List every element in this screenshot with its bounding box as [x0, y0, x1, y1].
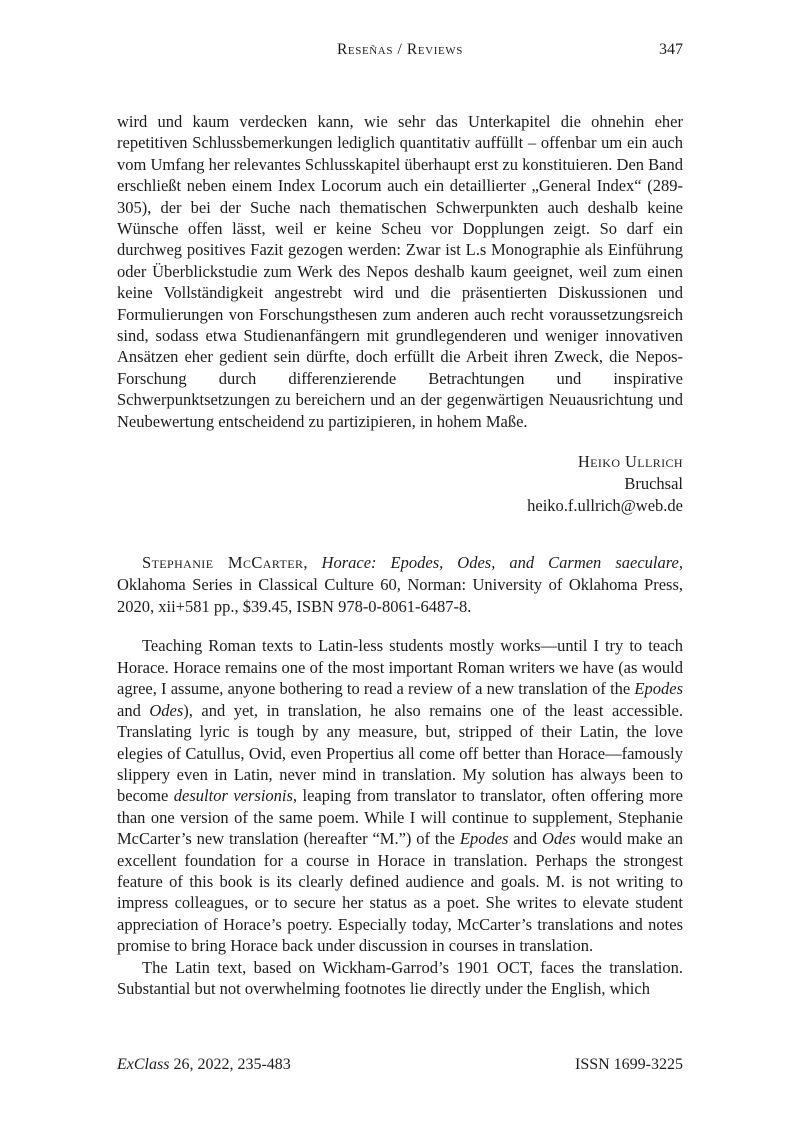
- review-body: [117, 635, 683, 999]
- german-review-closing-paragraph: wird und kaum verdecken kann, wie sehr das Unterkapitel die ohnehin eher repetitiven Schlussbemerkungen lediglich quantitativ auffüllt – offenbar um ein auch vom Umfang her relevantes Schlusskapitel überhaupt erst zu konstituieren. Den Band erschließt neben einem Index Locorum auch ein detaillierter „General Index“ (289-305), der bei der Suche nach thematischen Schwerpunkten auch deshalb keine Wünsche offen lässt, weil er keine Scheu vor Dopplungen zeigt. So darf ein durchweg positives Fazit gezogen werden: Zwar ist L.s Monographie als Einführung oder Überblickstudie zum Werk des Nepos deshalb kaum geeignet, weil zum einen keine Vollständigkeit angestrebt wird und die präsentierten Diskussionen und Formulierungen von Forschungsthesen zum anderen auch recht voraussetzungsreich sind, sodass etwa Studienanfängern mit grundlegenderen und weniger innovativen Ansätzen eher gedient sein dürfte, doch erfüllt die Arbeit ihren Zweck, die Nepos-Forschung durch differenzierende Betrachtungen und inspirative Schwerpunktsetzungen zu bereichern und an der gegenwärtigen Neuausrichtung und Neubewertung entscheidend zu partizipieren, in hohem Maße.: [117, 112, 683, 431]
- book-citation: Stephanie McCarter, Horace: Epodes, Odes, and Carmen saeculare, Oklahoma Series in Classical Culture 60, Norman: University of Oklahoma Press, 2020, xii+581 pp., $39.45, ISBN 978-0-8061-6487-8.: [117, 553, 684, 616]
- reviewer-signature-block: [117, 451, 683, 517]
- review-paragraph-1: Teaching Roman texts to Latin-less students mostly works—until I try to teach Horace. Horace remains one of the most important Roman writers we have (as would agree, I assume, anyone bothering to read a review of a new translation of the Epodes and Odes), and yet, in translation, he also remains one of the least accessible. Translating lyric is tough by any measure, but, stripped of their Latin, the love elegies of Catullus, Ovid, even Propertius all come off better than Horace—famously slippery even in Latin, never mind in translation. My solution has always been to become desultor versionis, leaping from translator to translator, often offering more than one version of the same poem. While I will continue to supplement, Stephanie McCarter’s new translation (hereafter “M.”) of the Epodes and Odes would make an excellent foundation for a course in Horace in translation. Perhaps the strongest feature of this book is its clearly defined audience and goals. M. is not writing to impress colleagues, or to secure her status as a poet. She writes to elevate student appreciation of Horace’s poetry. Especially today, McCarter’s translations and notes promise to bring Horace back under discussion in courses in translation.: [117, 636, 684, 956]
- reviewer-location: Bruchsal: [624, 474, 683, 494]
- review-paragraph-2: The Latin text, based on Wickham-Garrod’s 1901 OCT, faces the translation. Substantial but not overwhelming footnotes lie directly under the English, which: [117, 957, 683, 998]
- reviewer-email: heiko.f.ullrich@web.de: [527, 496, 683, 516]
- page-number: 347: [659, 41, 683, 58]
- text-column: [117, 111, 683, 999]
- page-footer: [117, 1056, 683, 1074]
- reviewer-name: Heiko Ullrich: [577, 452, 683, 472]
- running-head: Reseñas / Reviews: [336, 41, 464, 58]
- page-header: [117, 41, 683, 61]
- journal-reference: ExClass 26, 2022, 235-483: [117, 1056, 291, 1073]
- issn-number: ISSN 1699-3225: [574, 1056, 683, 1073]
